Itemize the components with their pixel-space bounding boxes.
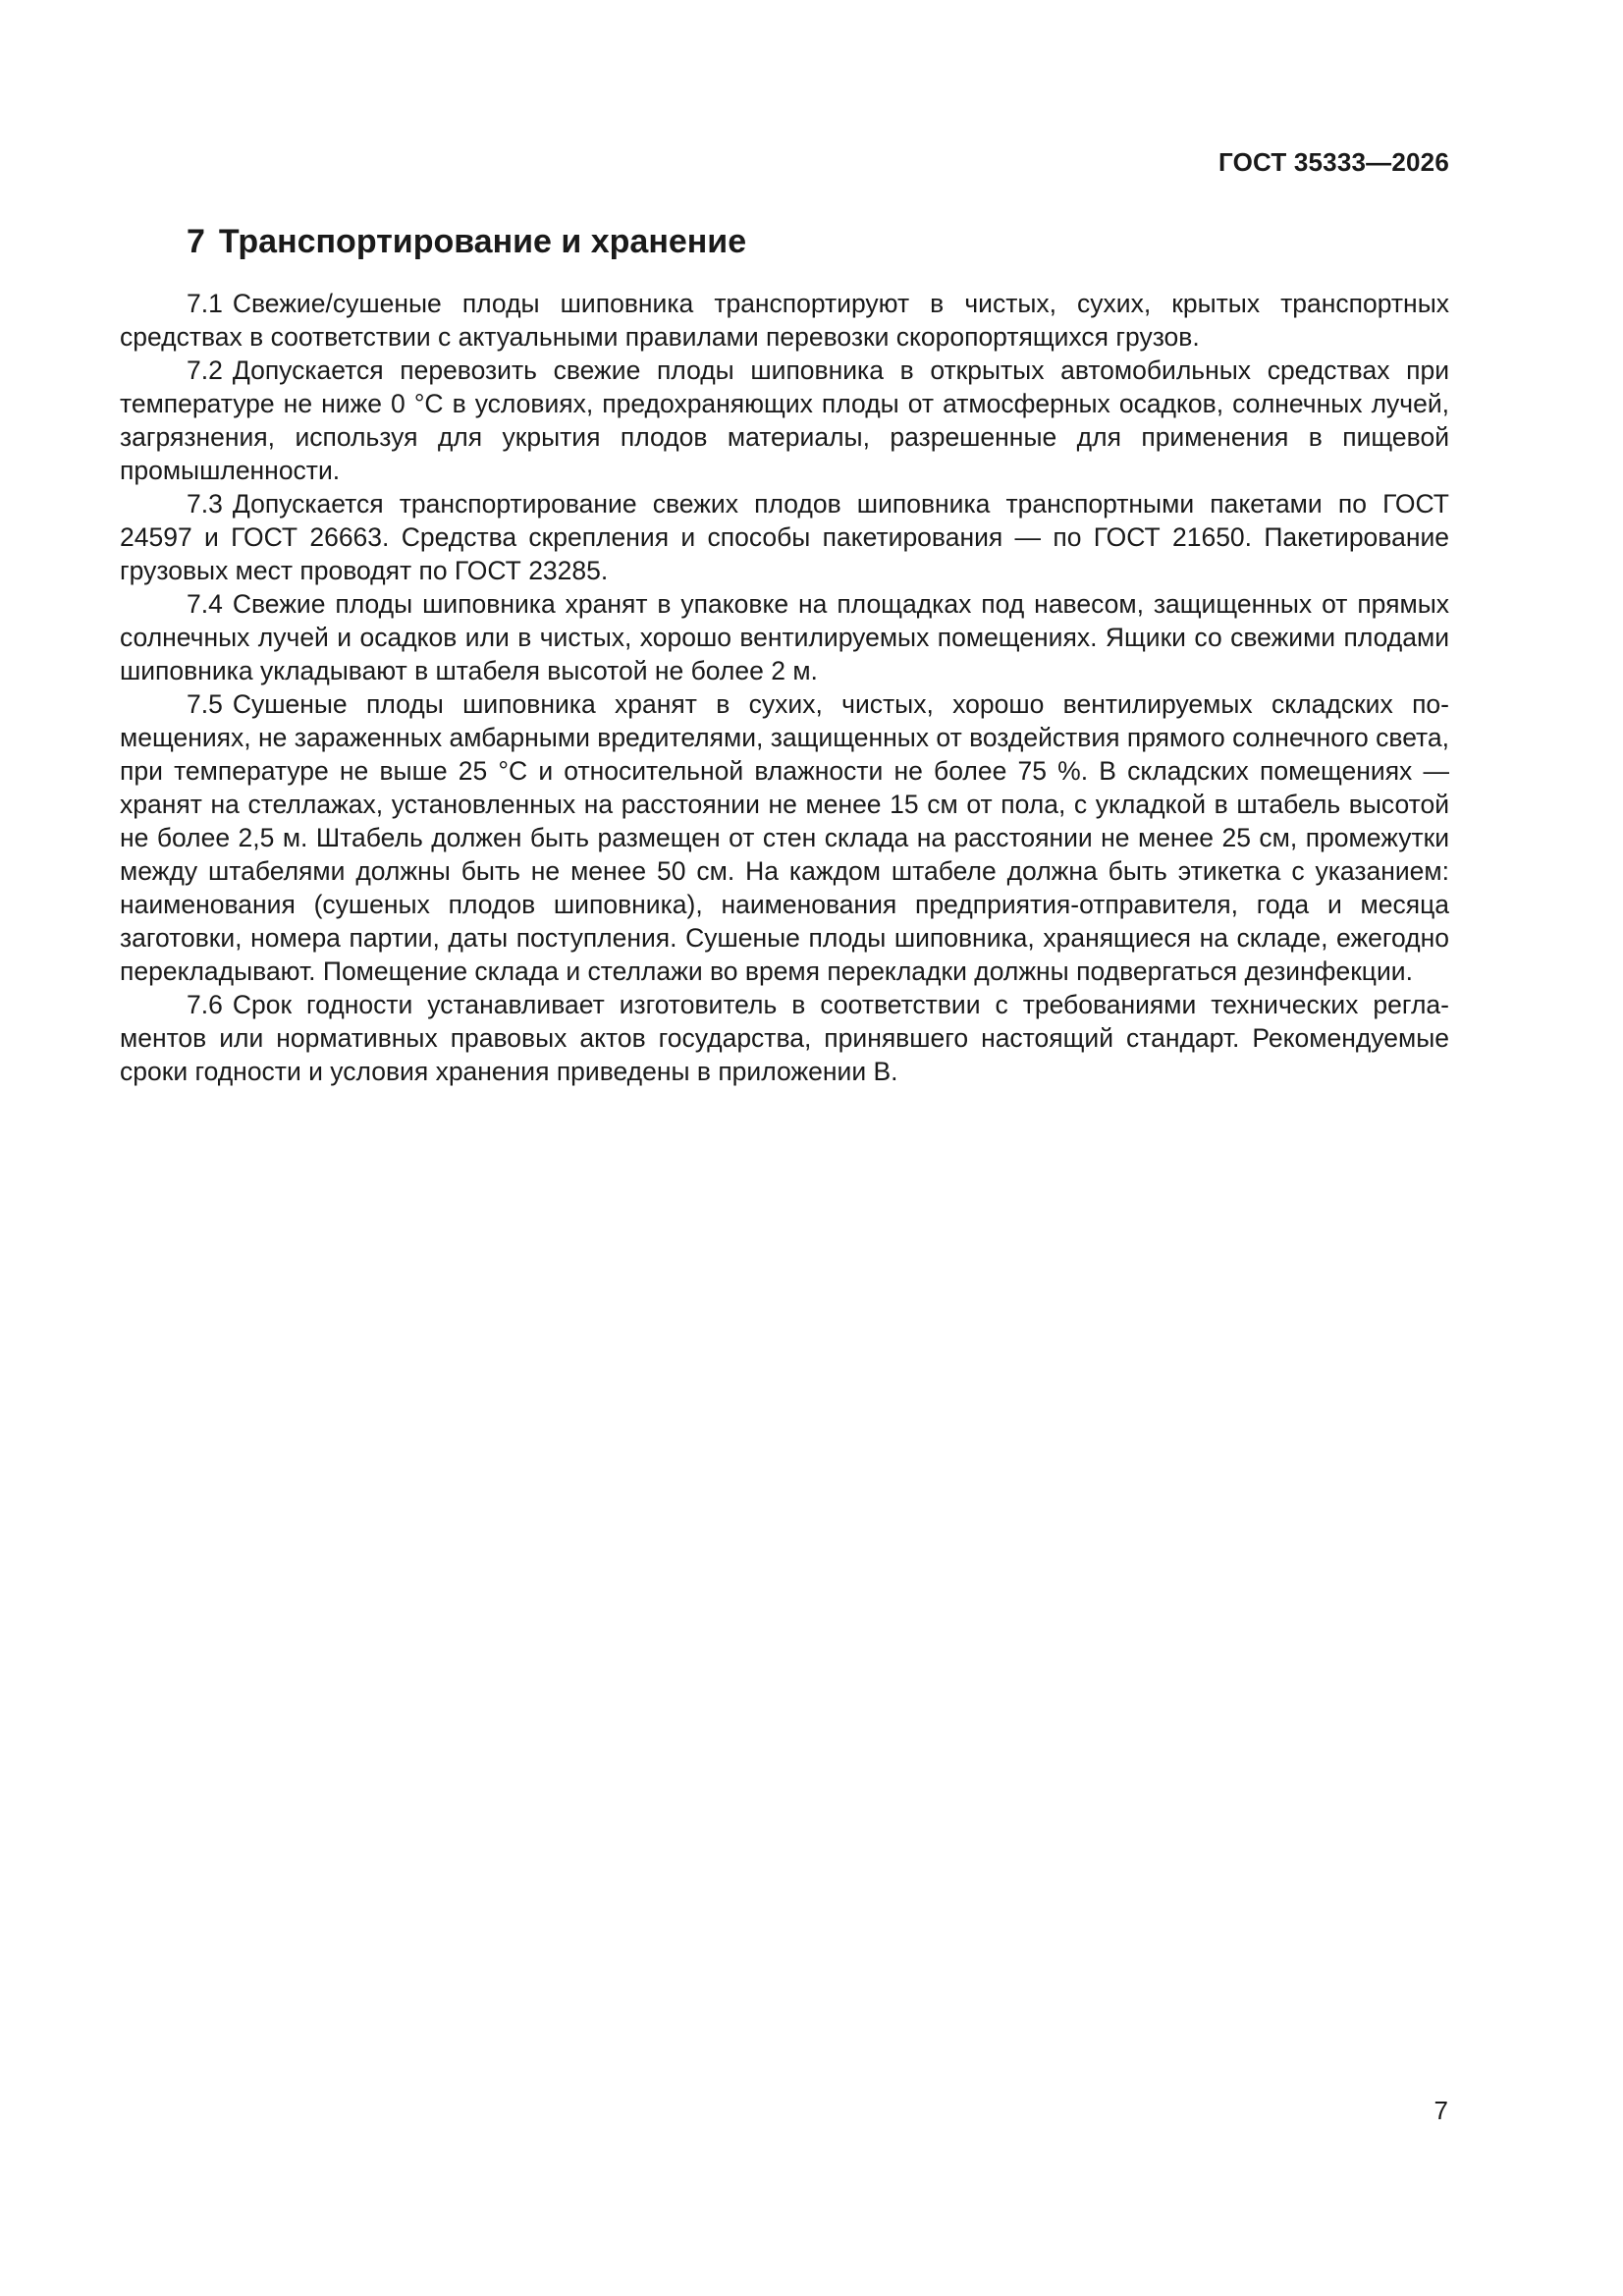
paragraph-7-2 — [120, 354, 1449, 487]
paragraph-7-6 — [120, 988, 1449, 1088]
paragraph-7-4 — [120, 587, 1449, 687]
section-title: Транспортирование и хранение — [218, 223, 747, 260]
paragraph-number: 7.4 — [187, 589, 223, 619]
paragraph-text: Допускается транспортирование свежих плодов шиповника транспортными пакетами по ГОСТ 24597 и ГОСТ 26663. Средства скрепления и способы пакетирования — по ГОСТ 21650. Пакетирование грузовых мест проводят по ГОСТ 23285. — [120, 489, 1449, 585]
paragraph-number: 7.1 — [187, 289, 223, 318]
paragraph-number: 7.3 — [187, 489, 223, 519]
section-body — [120, 287, 1449, 1088]
paragraph-text: Свежие плоды шиповника хранят в упаковке на площадках под навесом, защищенных от прямых солнечных лучей и осадков или в чистых, хорошо вентилируемых помещениях. Ящики со свежими плодами шиповника укладывают в штабеля высотой не более 2 м. — [120, 589, 1449, 685]
paragraph-text: Срок годности устанавливает изготовитель в соответствии с требованиями технических регламентов или нормативных правовых актов государства, принявшего настоящий стандарт. Рекомендуемые сроки годности и условия хранения приведены в приложении В. — [120, 990, 1449, 1086]
section-number: 7 — [187, 223, 205, 260]
paragraph-number: 7.5 — [187, 689, 223, 719]
paragraph-number: 7.6 — [187, 990, 223, 1019]
document-designation: ГОСТ 35333—2026 — [1218, 147, 1449, 177]
paragraph-7-3 — [120, 487, 1449, 587]
paragraph-text: Допускается перевозить свежие плоды шиповника в открытых автомобильных средствах при температуре не ниже 0 °С в условиях, предохраняющих плоды от атмосферных осадков, солнечных лучей, загрязнения, используя для укрытия плодов материалы, разрешенные для применения в пищевой промышленности. — [120, 355, 1449, 485]
page-number: 7 — [1434, 2096, 1448, 2125]
paragraph-text: Свежие/сушеные плоды шиповника транспортируют в чистых, сухих, крытых транспортных средствах в соответствии с актуальными правилами перевозки скоропортящихся грузов. — [120, 289, 1449, 352]
paragraph-number: 7.2 — [187, 355, 223, 385]
section-heading — [187, 222, 746, 261]
paragraph-text: Сушеные плоды шиповника хранят в сухих, чистых, хорошо вентилируемых складских помещениях, не зараженных амбарными вредителями, защищенных от воздействия прямого солнечного света, при температуре не выше 25 °С и относительной влажности не более 75 %. В складских помещениях — хранят на стеллажах, установленных на расстоянии не менее 15 см от пола, с укладкой в штабель высотой не более 2,5 м. Штабель должен быть размещен от стен склада на расстоянии не менее 25 см, промежутки между штабелями должны быть не менее 50 см. На каждом штабеле должна быть этикетка с указанием: наименования (сушеных плодов шиповника), наименования предприятия-отправителя, года и месяца заготовки, номера партии, даты поступления. Сушеные плоды шиповника, хранящиеся на складе, ежегодно перекладывают. Помещение склада и стеллажи во время перекладки должны подвергаться дезинфекции. — [120, 689, 1449, 986]
paragraph-7-1 — [120, 287, 1449, 354]
paragraph-7-5 — [120, 687, 1449, 988]
